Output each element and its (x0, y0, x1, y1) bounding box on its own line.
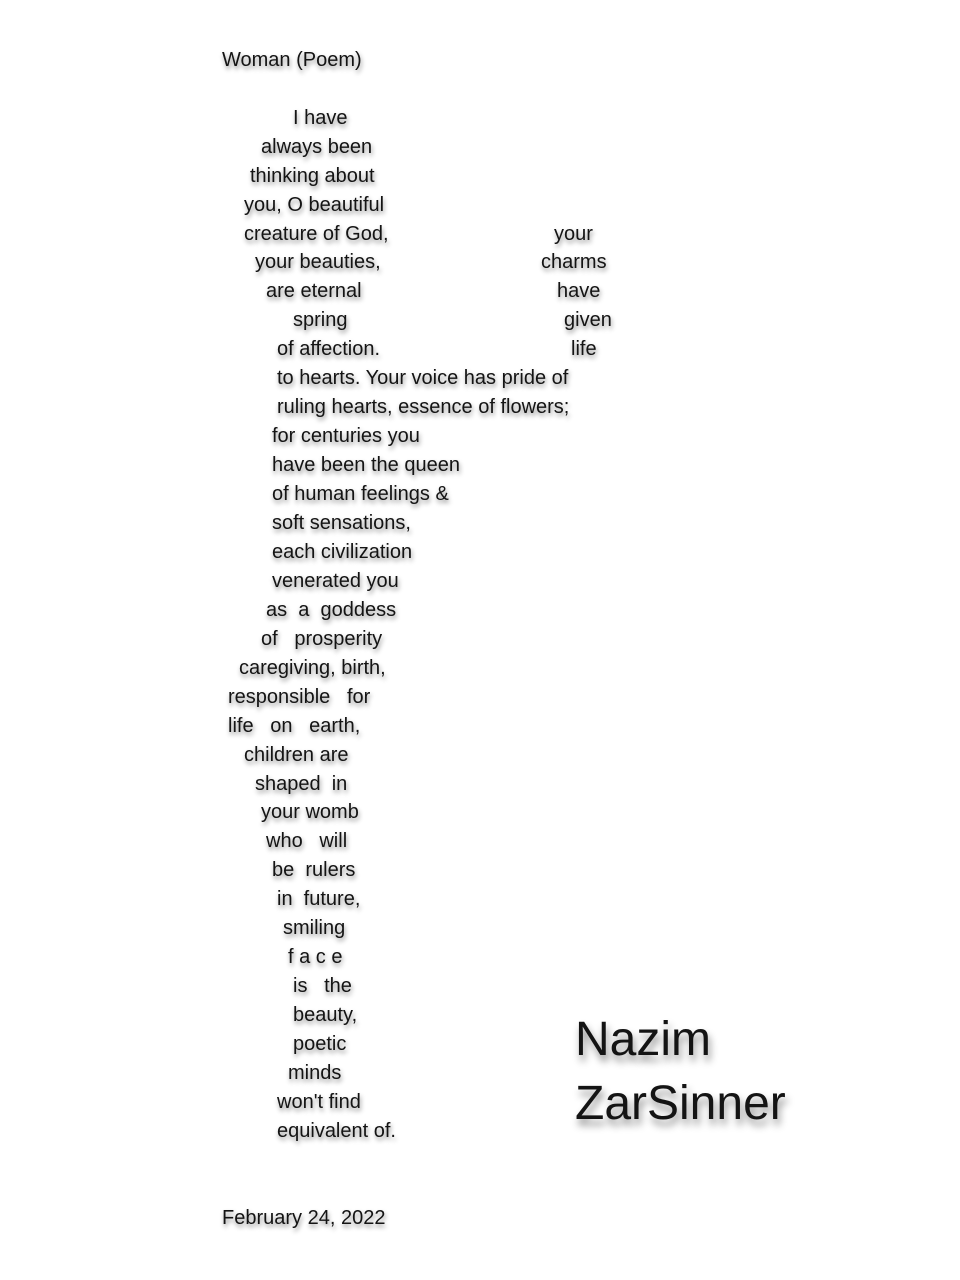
poem-line: of prosperity (261, 628, 383, 650)
poem-line: venerated you (272, 570, 399, 592)
poem-line: won't find (277, 1091, 361, 1113)
poem-line: as a goddess (266, 599, 397, 621)
poem-line: beauty, (293, 1004, 358, 1026)
poem-line: responsible for (228, 686, 371, 708)
poem-line: your womb (261, 801, 359, 823)
poem-line: are eternal (266, 280, 362, 302)
poem-line: life (571, 338, 597, 360)
poem-line: charms (541, 251, 607, 273)
poem-line: is the (293, 975, 352, 997)
poem-line: each civilization (272, 541, 413, 563)
poem-line: your (554, 223, 593, 245)
poem-line: soft sensations, (272, 512, 411, 534)
poem-line: poetic (293, 1033, 347, 1055)
poem-line: your beauties, (255, 251, 381, 273)
poem-line: have (557, 280, 601, 302)
poem-line: I have (293, 107, 348, 129)
author-last-name: ZarSinner (575, 1077, 786, 1130)
poem-line: thinking about (250, 165, 375, 187)
poem-line: smiling (283, 917, 346, 939)
poem-date: February 24, 2022 (222, 1207, 386, 1229)
poem-line: to hearts. Your voice has pride of (277, 367, 569, 389)
poem-line: of human feelings & (272, 483, 449, 505)
poem-line: life on earth, (228, 715, 361, 737)
poem-line: for centuries you (272, 425, 420, 447)
poem-line: given (564, 309, 612, 331)
poem-title: Woman (Poem) (222, 49, 362, 71)
poem-line: have been the queen (272, 454, 460, 476)
poem-line: creature of God, (244, 223, 389, 245)
poem-line: you, O beautiful (244, 194, 385, 216)
poem-line: always been (261, 136, 373, 158)
poem-line: caregiving, birth, (239, 657, 386, 679)
poem-line: be rulers (272, 859, 356, 881)
poem-line: f a c e (288, 946, 343, 968)
poem-line: who will (266, 830, 348, 852)
poem-line: ruling hearts, essence of flowers; (277, 396, 570, 418)
author-first-name: Nazim (575, 1013, 712, 1066)
poem-line: minds (288, 1062, 342, 1084)
poem-line: of affection. (277, 338, 381, 360)
poem-line: in future, (277, 888, 361, 910)
poem-line: spring (293, 309, 348, 331)
poem-line: shaped in (255, 773, 348, 795)
poem-line: equivalent of. (277, 1120, 396, 1142)
poem-line: children are (244, 744, 349, 766)
